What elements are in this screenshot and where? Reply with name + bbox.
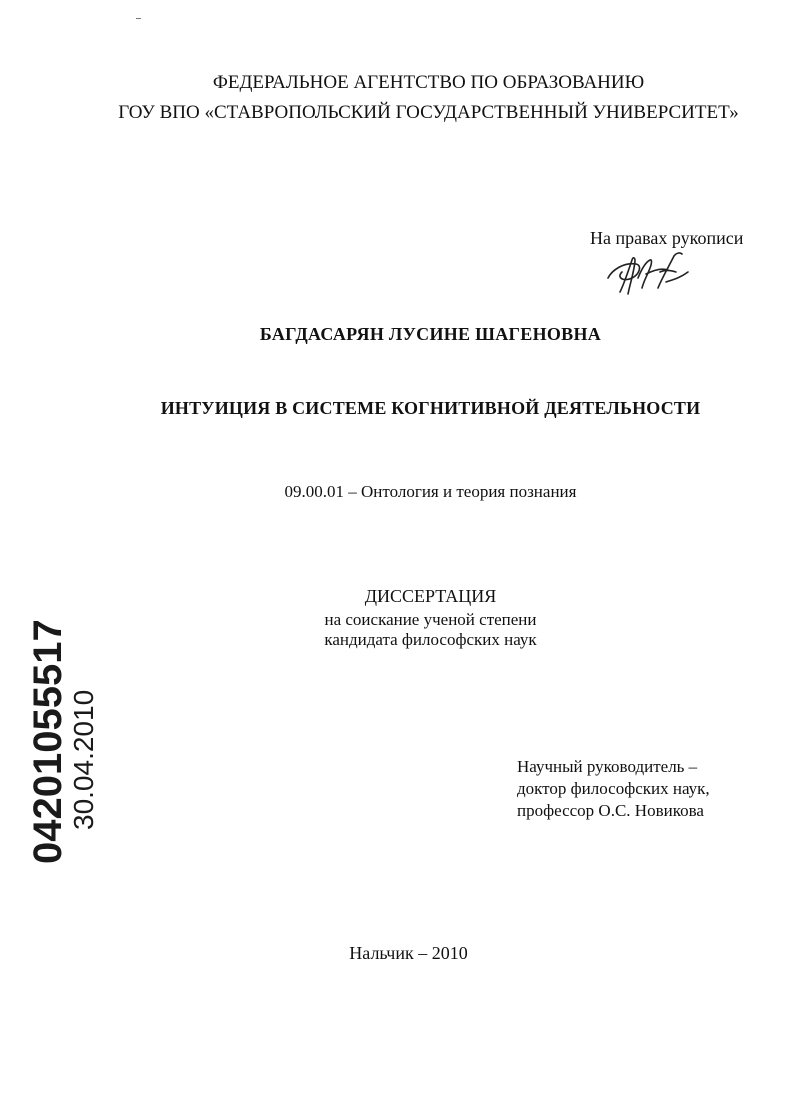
handwritten-signature — [602, 248, 692, 300]
supervisor-line-2: доктор философских наук, — [517, 779, 710, 798]
document-type: ДИССЕРТАЦИЯ — [364, 586, 497, 606]
agency-name: ФЕДЕРАЛЬНОЕ АГЕНТСТВО ПО ОБРАЗОВАНИЮ — [212, 72, 645, 93]
specialty-code: 09.00.01 – Онтология и теория познания — [284, 482, 577, 501]
university-name: ГОУ ВПО «СТАВРОПОЛЬСКИЙ ГОСУДАРСТВЕННЫЙ УНИВЕРСИТЕТ» — [118, 102, 739, 123]
degree-line-2: кандидата философских наук — [324, 630, 537, 649]
place-year: Нальчик – 2010 — [349, 943, 468, 963]
scan-speck — [136, 18, 141, 19]
library-stamp-number: 04201055517 — [26, 619, 70, 864]
rights-note: На правах рукописи — [590, 228, 744, 248]
supervisor-line-3: профессор О.С. Новикова — [517, 801, 704, 820]
degree-line-1: на соискание ученой степени — [324, 610, 537, 629]
supervisor-line-1: Научный руководитель – — [517, 757, 698, 776]
supervisor-block — [517, 756, 710, 822]
dissertation-title: ИНТУИЦИЯ В СИСТЕМЕ КОГНИТИВНОЙ ДЕЯТЕЛЬНОСТИ — [160, 398, 701, 418]
library-stamp-date: 30.04.2010 — [68, 689, 99, 830]
author-name: БАГДАСАРЯН ЛУСИНЕ ШАГЕНОВНА — [259, 324, 602, 344]
